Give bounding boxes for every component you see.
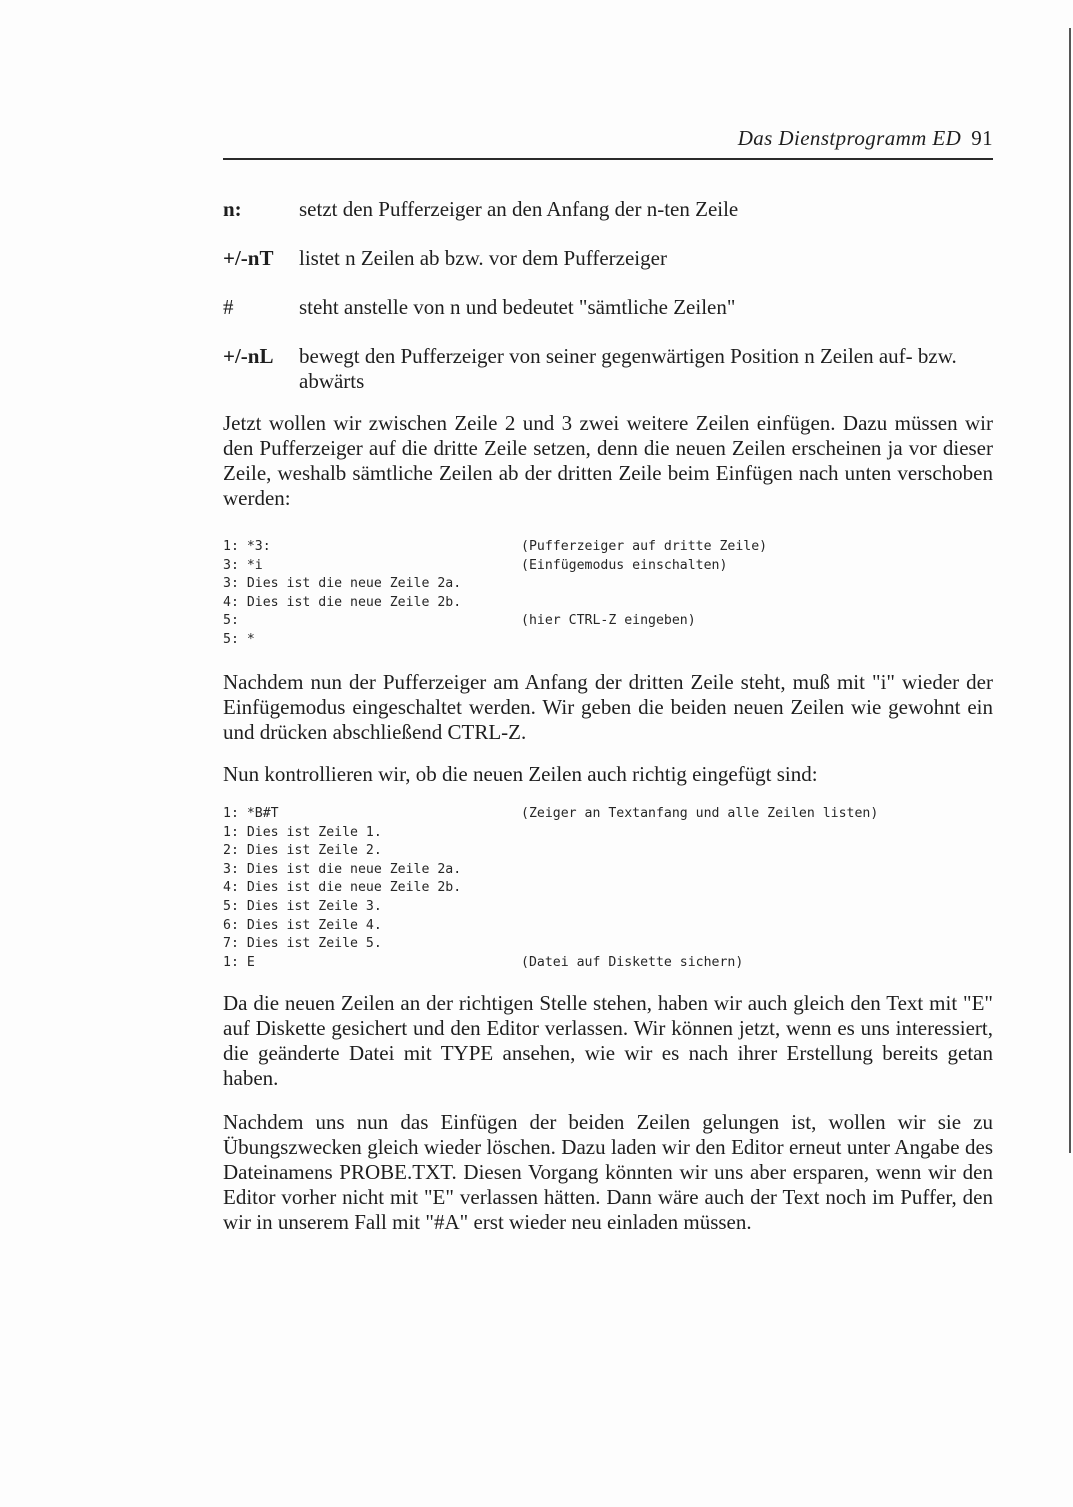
definition-term: n:	[223, 197, 242, 221]
code-comment: (Datei auf Diskette sichern)	[521, 954, 744, 970]
code-command: 4: Dies ist die neue Zeile 2b.	[223, 880, 462, 896]
paragraph: Nun kontrollieren wir, ob die neuen Zeilen auch richtig eingefügt sind:	[223, 762, 818, 786]
code-comment: (Zeiger an Textanfang und alle Zeilen listen)	[521, 806, 879, 821]
code-command: 5: *	[223, 631, 255, 647]
code-command: 6: Dies ist Zeile 4.	[223, 917, 382, 933]
code-command: 7: Dies ist Zeile 5.	[223, 936, 382, 952]
paragraph: Nachdem nun der Pufferzeiger am Anfang der dritten Zeile steht, muß mit "i" wieder der Einfügemodus eingeschaltet werden. Wir geben die beiden neuen Zeilen wie gewohnt ein und drücken abschließend CTRL-Z.	[223, 670, 993, 744]
code-line	[223, 954, 993, 973]
definition-desc: listet n Zeilen ab bzw. vor dem Pufferzeiger	[299, 246, 667, 270]
code-command: 4: Dies ist die neue Zeile 2b.	[223, 594, 462, 610]
code-command: 3: Dies ist die neue Zeile 2a.	[223, 576, 462, 592]
code-command: 5:	[223, 613, 239, 629]
code-comment: (hier CTRL-Z eingeben)	[521, 613, 696, 629]
definition-item	[223, 246, 993, 271]
code-line	[223, 898, 993, 917]
code-block-list	[223, 805, 993, 972]
code-command: 2: Dies ist Zeile 2.	[223, 843, 382, 859]
definition-term: +/-nT	[223, 246, 274, 270]
definition-term: #	[223, 295, 234, 319]
definition-desc: steht anstelle von n und bedeutet "sämtliche Zeilen"	[299, 295, 736, 319]
page-number: 91	[971, 126, 993, 150]
code-command: 1: *3:	[223, 539, 271, 554]
code-comment: (Einfügemodus einschalten)	[521, 557, 728, 573]
definition-item	[223, 197, 993, 222]
definition-desc: setzt den Pufferzeiger an den Anfang der n-ten Zeile	[299, 197, 739, 221]
code-command: 1: Dies ist Zeile 1.	[223, 824, 382, 840]
code-line	[223, 594, 993, 613]
paragraph: Da die neuen Zeilen an der richtigen Stelle stehen, haben wir auch gleich den Text mit "E" auf Diskette gesichert und den Editor verlassen. Wir können jetzt, wenn es uns interessiert, die geänderte Datei mit TYPE ansehen, wie wir es nach ihrer Erstellung bereits getan haben.	[223, 991, 993, 1090]
code-line	[223, 861, 993, 880]
running-header	[738, 126, 993, 151]
definition-desc: bewegt den Pufferzeiger von seiner gegenwärtigen Position n Zeilen auf- bzw. abwärts	[299, 344, 957, 393]
definition-item	[223, 344, 993, 394]
code-line	[223, 842, 993, 861]
running-title: Das Dienstprogramm ED	[737, 126, 962, 150]
code-command: 5: Dies ist Zeile 3.	[223, 898, 382, 914]
code-line	[223, 917, 993, 936]
paragraph: Nachdem uns nun das Einfügen der beiden Zeilen gelungen ist, wollen wir sie zu Übungszwecken gleich wieder löschen. Dazu laden wir den Editor erneut unter Angabe des Dateinamens PROBE.TXT. Diesen Vorgang könnten wir uns aber ersparen, wenn wir den Editor vorher nicht mit "E" verlassen hätten. Dann wäre auch der Text noch im Puffer, den wir in unserem Fall mit "#A" erst wieder neu einladen müssen.	[223, 1110, 993, 1234]
code-line	[223, 879, 993, 898]
definition-item	[223, 295, 993, 320]
code-line	[223, 612, 993, 631]
code-line	[223, 575, 993, 594]
definition-term: +/-nL	[223, 344, 274, 368]
paragraph: Jetzt wollen wir zwischen Zeile 2 und 3 zwei weitere Zeilen einfügen. Dazu müssen wir den Pufferzeiger auf die dritte Zeile setzen, denn die neuen Zeilen erscheinen ja vor dieser Zeile, weshalb sämtliche Zeilen ab der dritten Zeile beim Einfügen nach unten verschoben werden:	[223, 411, 993, 510]
code-line	[223, 805, 993, 824]
code-line	[223, 557, 993, 576]
command-definition-list	[223, 197, 993, 418]
code-comment: (Pufferzeiger auf dritte Zeile)	[521, 539, 768, 554]
code-line	[223, 631, 993, 650]
page-edge-shadow	[1069, 28, 1071, 1153]
code-block-insert	[223, 538, 993, 650]
code-command: 1: *B#T	[223, 806, 279, 821]
code-command: 3: *i	[223, 557, 263, 573]
code-line	[223, 935, 993, 954]
header-rule	[223, 158, 993, 160]
code-line	[223, 538, 993, 557]
code-command: 1: E	[223, 954, 255, 970]
code-command: 3: Dies ist die neue Zeile 2a.	[223, 861, 462, 877]
code-line	[223, 824, 993, 843]
